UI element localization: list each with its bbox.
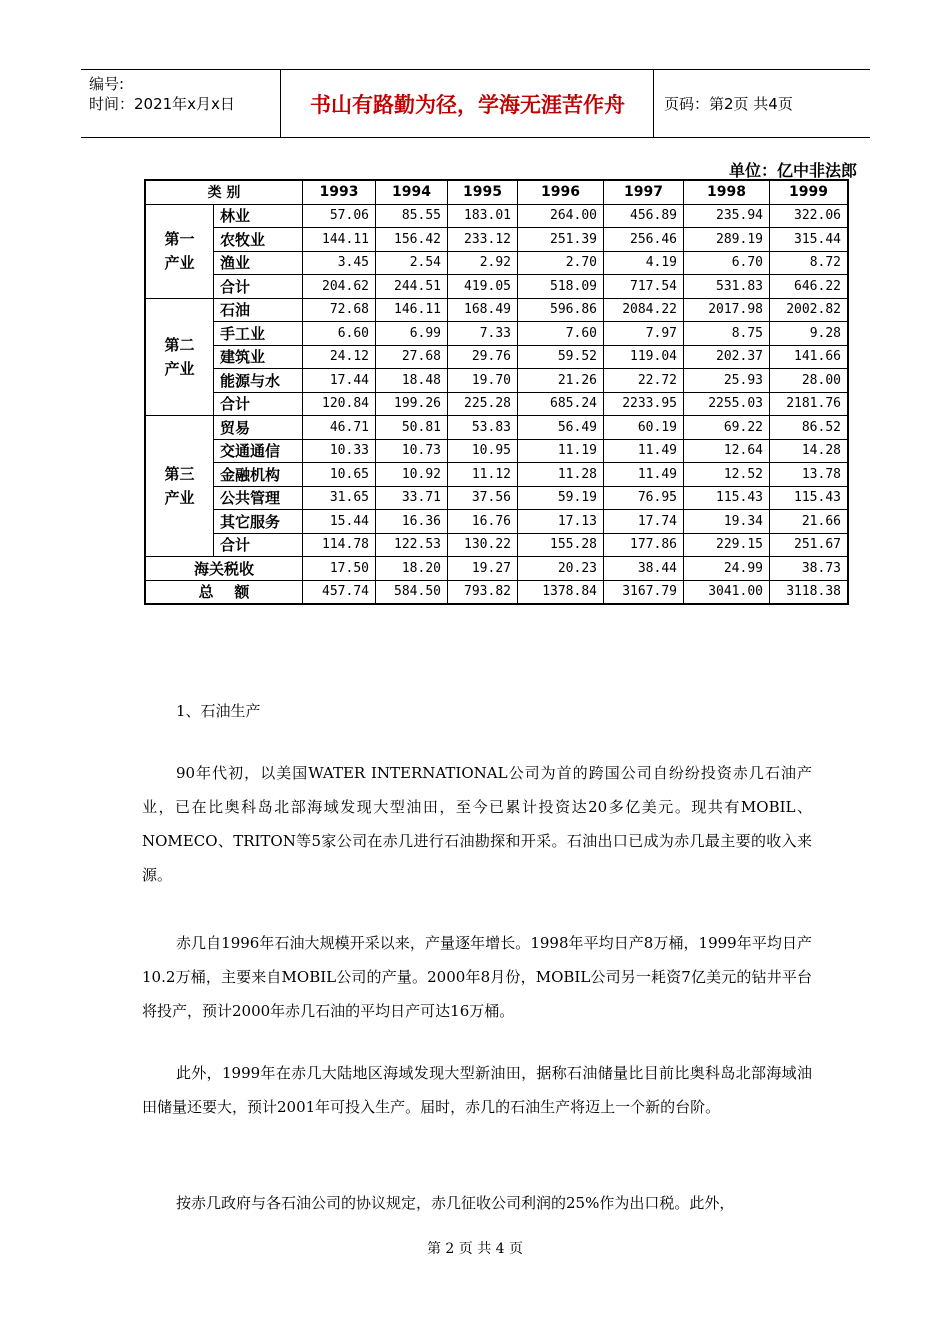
value-cell: 10.33: [303, 439, 376, 463]
value-cell: 119.04: [604, 345, 684, 369]
value-cell: 16.36: [376, 510, 448, 534]
value-cell: 2084.22: [604, 298, 684, 322]
table-header-row: [146, 181, 848, 205]
value-cell: 6.60: [303, 322, 376, 346]
row-label: 公共管理: [214, 486, 303, 510]
value-cell: 2.92: [448, 251, 518, 275]
value-cell: 17.50: [303, 557, 376, 581]
gdp-table: [145, 180, 848, 604]
value-cell: 21.66: [770, 510, 848, 534]
paragraph-text: 此外，1999年在赤几大陆地区海域发现大型新油田，据称石油储量比目前比奥科岛北部海域油田储量还要大，预计2001年可投入生产。届时，赤几的石油生产将迈上一个新的台阶。: [142, 1064, 812, 1116]
value-cell: 11.49: [604, 439, 684, 463]
page-footer: 第 2 页 共 4 页: [426, 1241, 524, 1257]
value-cell: 86.52: [770, 416, 848, 440]
paragraph: [142, 926, 812, 1028]
value-cell: 2.54: [376, 251, 448, 275]
value-cell: 1378.84: [518, 580, 604, 604]
value-cell: 120.84: [303, 392, 376, 416]
row-label: 其它服务: [214, 510, 303, 534]
row-label: 林业: [214, 204, 303, 228]
table-row: [146, 322, 848, 346]
value-cell: 244.51: [376, 275, 448, 299]
table-row: [146, 228, 848, 252]
value-cell: 3041.00: [684, 580, 770, 604]
value-cell: 685.24: [518, 392, 604, 416]
value-cell: 25.93: [684, 369, 770, 393]
value-cell: 19.27: [448, 557, 518, 581]
value-cell: 11.19: [518, 439, 604, 463]
value-cell: 225.28: [448, 392, 518, 416]
value-cell: 2233.95: [604, 392, 684, 416]
value-cell: 4.19: [604, 251, 684, 275]
value-cell: 10.73: [376, 439, 448, 463]
value-cell: 2017.98: [684, 298, 770, 322]
table-row: [146, 345, 848, 369]
value-cell: 10.65: [303, 463, 376, 487]
row-label: 合计: [214, 392, 303, 416]
section-heading: 1、石油生产: [176, 702, 261, 720]
value-cell: 2002.82: [770, 298, 848, 322]
value-cell: 19.34: [684, 510, 770, 534]
value-cell: 146.11: [376, 298, 448, 322]
year-header: 1998: [684, 181, 770, 205]
value-cell: 8.75: [684, 322, 770, 346]
value-cell: 10.92: [376, 463, 448, 487]
row-label: 金融机构: [214, 463, 303, 487]
value-cell: 177.86: [604, 533, 684, 557]
value-cell: 315.44: [770, 228, 848, 252]
value-cell: 3.45: [303, 251, 376, 275]
value-cell: 12.52: [684, 463, 770, 487]
row-label: 合计: [214, 275, 303, 299]
value-cell: 10.95: [448, 439, 518, 463]
value-cell: 7.97: [604, 322, 684, 346]
table-row: [146, 486, 848, 510]
paragraph-text: 赤几自1996年石油大规模开采以来，产量逐年增长。1998年平均日产8万桶，1999年平均日产10.2万桶，主要来自MOBIL公司的产量。2000年8月份，MOBIL公司另一耗资7亿美元的钻井平台将投产，预计2000年赤几石油的平均日产可达16万桶。: [142, 934, 812, 1020]
value-cell: 17.74: [604, 510, 684, 534]
value-cell: 289.19: [684, 228, 770, 252]
value-cell: 6.99: [376, 322, 448, 346]
header-meta: [81, 70, 281, 137]
year-header: 1993: [303, 181, 376, 205]
year-header: 1999: [770, 181, 848, 205]
value-cell: 60.19: [604, 416, 684, 440]
paragraph: [142, 1056, 812, 1124]
table-row: [146, 463, 848, 487]
row-label: 渔业: [214, 251, 303, 275]
value-cell: 596.86: [518, 298, 604, 322]
value-cell: 13.78: [770, 463, 848, 487]
value-cell: 18.20: [376, 557, 448, 581]
value-cell: 11.49: [604, 463, 684, 487]
value-cell: 28.00: [770, 369, 848, 393]
value-cell: 646.22: [770, 275, 848, 299]
row-label: 总 额: [146, 580, 303, 604]
value-cell: 322.06: [770, 204, 848, 228]
value-cell: 20.23: [518, 557, 604, 581]
table-row: [146, 369, 848, 393]
table-row: [146, 439, 848, 463]
value-cell: 57.06: [303, 204, 376, 228]
header-motto: 书山有路勤为径，学海无涯苦作舟: [282, 70, 654, 137]
value-cell: 2.70: [518, 251, 604, 275]
value-cell: 183.01: [448, 204, 518, 228]
year-header: 1996: [518, 181, 604, 205]
table-row: [146, 275, 848, 299]
value-cell: 518.09: [518, 275, 604, 299]
value-cell: 717.54: [604, 275, 684, 299]
value-cell: 202.37: [684, 345, 770, 369]
table-row: [146, 204, 848, 228]
value-cell: 38.73: [770, 557, 848, 581]
value-cell: 76.95: [604, 486, 684, 510]
section-name: 第三 产业: [146, 416, 214, 557]
value-cell: 122.53: [376, 533, 448, 557]
value-cell: 53.83: [448, 416, 518, 440]
value-cell: 24.12: [303, 345, 376, 369]
value-cell: 6.70: [684, 251, 770, 275]
value-cell: 7.33: [448, 322, 518, 346]
row-label: 贸易: [214, 416, 303, 440]
section-name: 第一 产业: [146, 204, 214, 298]
row-label: 建筑业: [214, 345, 303, 369]
value-cell: 3118.38: [770, 580, 848, 604]
value-cell: 8.72: [770, 251, 848, 275]
value-cell: 15.44: [303, 510, 376, 534]
value-cell: 251.39: [518, 228, 604, 252]
value-cell: 38.44: [604, 557, 684, 581]
value-cell: 156.42: [376, 228, 448, 252]
paragraph: [142, 1186, 812, 1220]
paragraph-text: 90年代初，以美国WATER INTERNATIONAL公司为首的跨国公司自纷纷投资赤几石油产业，已在比奥科岛北部海域发现大型油田，至今已累计投资达20多亿美元。现共有MOBIL、NOMECO、TRITON等5家公司在赤几进行石油勘探和开采。石油出口已成为赤几最主要的收入来源。: [142, 764, 812, 884]
value-cell: 264.00: [518, 204, 604, 228]
value-cell: 7.60: [518, 322, 604, 346]
value-cell: 199.26: [376, 392, 448, 416]
value-cell: 168.49: [448, 298, 518, 322]
row-label: 手工业: [214, 322, 303, 346]
row-label: 能源与水: [214, 369, 303, 393]
page-header: [81, 69, 870, 138]
table-row: [146, 392, 848, 416]
value-cell: 531.83: [684, 275, 770, 299]
value-cell: 46.71: [303, 416, 376, 440]
value-cell: 233.12: [448, 228, 518, 252]
value-cell: 155.28: [518, 533, 604, 557]
value-cell: 22.72: [604, 369, 684, 393]
value-cell: 115.43: [684, 486, 770, 510]
value-cell: 256.46: [604, 228, 684, 252]
value-cell: 72.68: [303, 298, 376, 322]
value-cell: 14.28: [770, 439, 848, 463]
year-header: 1995: [448, 181, 518, 205]
value-cell: 16.76: [448, 510, 518, 534]
value-cell: 229.15: [684, 533, 770, 557]
value-cell: 251.67: [770, 533, 848, 557]
table-row: [146, 580, 848, 604]
table-row: [146, 557, 848, 581]
value-cell: 27.68: [376, 345, 448, 369]
row-label: 海关税收: [146, 557, 303, 581]
value-cell: 85.55: [376, 204, 448, 228]
value-cell: 115.43: [770, 486, 848, 510]
table-row: [146, 510, 848, 534]
value-cell: 18.48: [376, 369, 448, 393]
code-label: 编号:: [89, 75, 125, 93]
value-cell: 11.12: [448, 463, 518, 487]
value-cell: 419.05: [448, 275, 518, 299]
value-cell: 2181.76: [770, 392, 848, 416]
value-cell: 204.62: [303, 275, 376, 299]
value-cell: 584.50: [376, 580, 448, 604]
value-cell: 24.99: [684, 557, 770, 581]
value-cell: 11.28: [518, 463, 604, 487]
table-row: [146, 416, 848, 440]
value-cell: 12.64: [684, 439, 770, 463]
table-row: [146, 298, 848, 322]
value-cell: 9.28: [770, 322, 848, 346]
header-page-info: 页码：第2页 共4页: [664, 95, 793, 113]
value-cell: 3167.79: [604, 580, 684, 604]
value-cell: 29.76: [448, 345, 518, 369]
value-cell: 50.81: [376, 416, 448, 440]
value-cell: 37.56: [448, 486, 518, 510]
value-cell: 59.19: [518, 486, 604, 510]
value-cell: 59.52: [518, 345, 604, 369]
row-label: 合计: [214, 533, 303, 557]
section-name: 第二 产业: [146, 298, 214, 416]
value-cell: 457.74: [303, 580, 376, 604]
value-cell: 114.78: [303, 533, 376, 557]
paragraph: [142, 756, 812, 892]
value-cell: 56.49: [518, 416, 604, 440]
year-header: 1997: [604, 181, 684, 205]
table-row: [146, 251, 848, 275]
value-cell: 31.65: [303, 486, 376, 510]
value-cell: 17.13: [518, 510, 604, 534]
year-header: 1994: [376, 181, 448, 205]
value-cell: 69.22: [684, 416, 770, 440]
category-header: 类 别: [146, 181, 303, 205]
value-cell: 235.94: [684, 204, 770, 228]
value-cell: 141.66: [770, 345, 848, 369]
row-label: 交通通信: [214, 439, 303, 463]
value-cell: 144.11: [303, 228, 376, 252]
value-cell: 2255.03: [684, 392, 770, 416]
value-cell: 33.71: [376, 486, 448, 510]
value-cell: 130.22: [448, 533, 518, 557]
row-label: 农牧业: [214, 228, 303, 252]
value-cell: 456.89: [604, 204, 684, 228]
value-cell: 19.70: [448, 369, 518, 393]
paragraph-text: 按赤几政府与各石油公司的协议规定，赤几征收公司利润的25%作为出口税。此外，: [176, 1194, 735, 1212]
row-label: 石油: [214, 298, 303, 322]
value-cell: 793.82: [448, 580, 518, 604]
table-unit: 单位：亿中非法郎: [728, 161, 857, 180]
value-cell: 17.44: [303, 369, 376, 393]
value-cell: 21.26: [518, 369, 604, 393]
table-row: [146, 533, 848, 557]
time-label: 时间：2021年x月x日: [89, 95, 235, 113]
